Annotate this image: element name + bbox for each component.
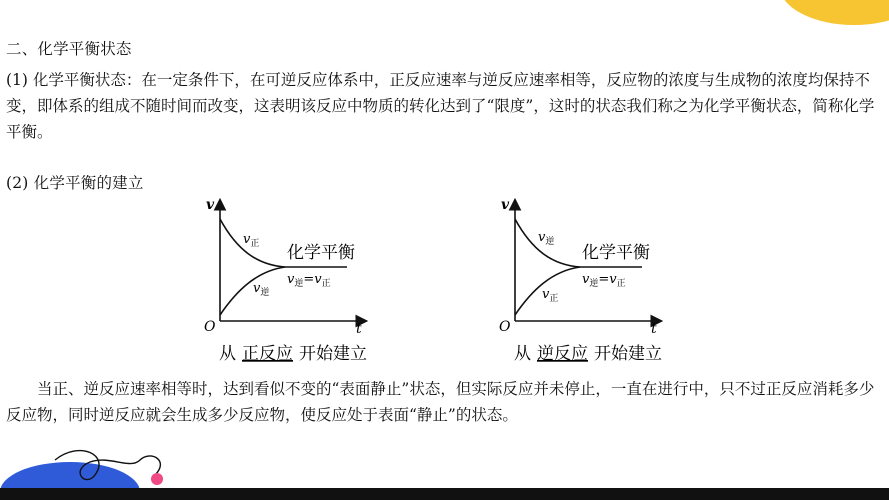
graph-caption: 从 正反应 开始建立 <box>219 344 367 364</box>
bottom-curve-label: $v_逆$ <box>253 281 270 298</box>
equilibrium-condition: $v_逆=v_正$ <box>287 272 331 289</box>
origin-label: O <box>499 319 511 335</box>
graph-forward <box>195 195 395 367</box>
graph-caption: 从 逆反应 开始建立 <box>514 344 662 364</box>
subheading-establishment: (2) 化学平衡的建立 <box>6 174 144 192</box>
corner-decoration <box>779 0 889 25</box>
y-axis-label: v <box>206 197 215 213</box>
top-curve-label: $v_正$ <box>243 232 260 249</box>
section-title: 二、化学平衡状态 <box>6 40 132 58</box>
paragraph-explanation: 当正、逆反应速率相等时，达到看似不变的“表面静止”状态，但实际反应并未停止，一直在进行中，只不过正反应消耗多少反应物，同时逆反应就会生成多少反应物，使反应处于表面“静止”的状态。 <box>6 380 875 424</box>
equilibrium-condition: $v_逆=v_正$ <box>582 272 626 289</box>
bottom-curve-label: $v_正$ <box>542 287 559 304</box>
paragraph-definition: (1) 化学平衡状态：在一定条件下，在可逆反应体系中，正反应速率与逆反应速率相等，反应物的浓度与生成物的浓度均保持不变，即体系的组成不随时间而改变，这表明该反应中物质的转化达到了“限度”，这时的状态我们称之为化学平衡状态，简称化学平衡。 <box>6 71 875 141</box>
equilibrium-title: 化学平衡 <box>582 243 650 263</box>
y-axis-label: v <box>501 197 510 213</box>
graph-reverse <box>490 195 690 367</box>
top-curve-label: $v_逆$ <box>538 230 555 247</box>
equilibrium-title: 化学平衡 <box>287 243 355 263</box>
bottom-bar <box>0 488 889 500</box>
x-axis-label: t <box>356 321 362 337</box>
x-axis-label: t <box>651 321 657 337</box>
origin-label: O <box>204 319 216 335</box>
